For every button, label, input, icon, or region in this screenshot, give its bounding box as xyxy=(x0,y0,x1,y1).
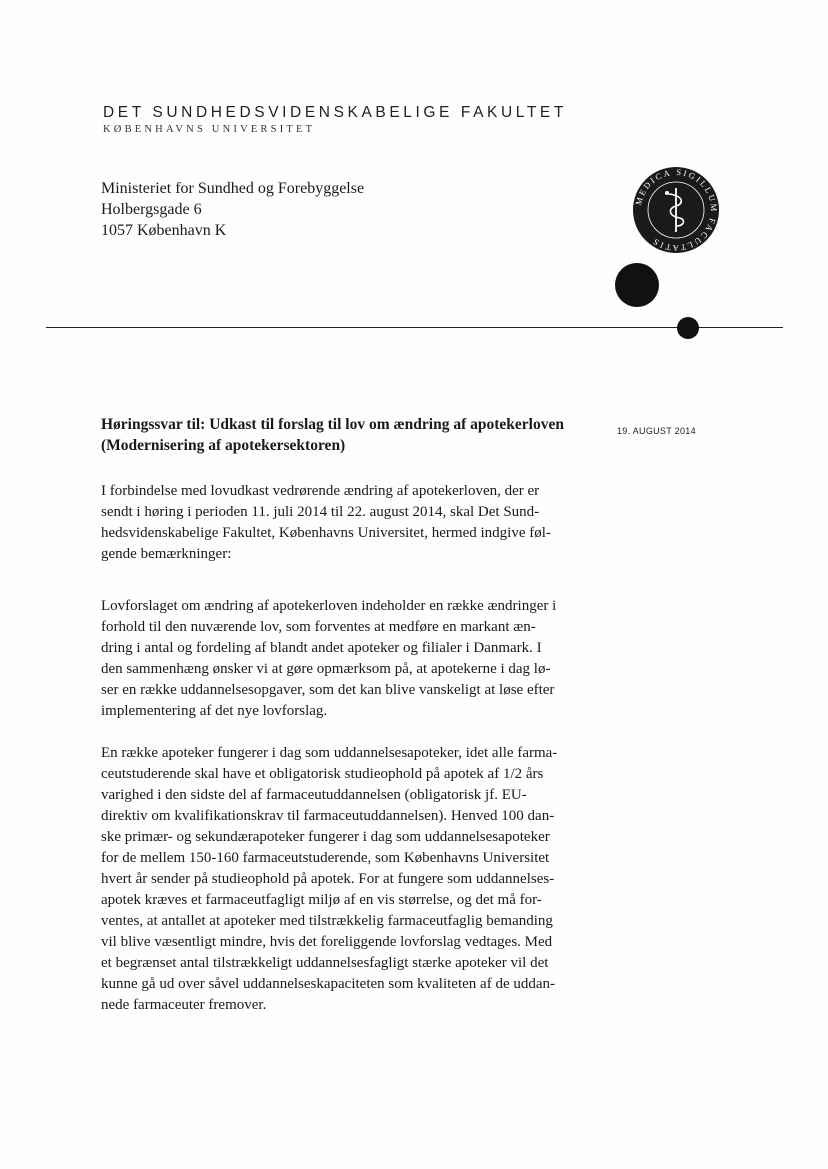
recipient-address xyxy=(101,178,364,241)
address-line: Holbergsgade 6 xyxy=(101,201,202,218)
letter-date: 19. AUGUST 2014 xyxy=(617,426,696,436)
paragraph-line: Lovforslaget om ændring af apotekerloven indeholder en række ændringer i xyxy=(101,598,557,614)
header-divider xyxy=(46,327,783,328)
subject-line: (Modernisering af apotekersektoren) xyxy=(101,437,346,454)
paragraph-line: ceutstuderende skal have et obligatorisk studieophold på apotek af 1/2 års xyxy=(101,766,544,782)
paragraph-line: I forbindelse med lovudkast vedrørende ændring af apotekerloven, der er xyxy=(101,483,540,499)
paragraph-line: nede farmaceuter fremover. xyxy=(101,997,267,1013)
paragraph-line: En række apoteker fungerer i dag som uddannelsesapoteker, idet alle farma- xyxy=(101,745,558,761)
paragraph-line: gende bemærkninger: xyxy=(101,546,232,562)
paragraph-line: forhold til den nuværende lov, som forventes at medføre en markant æn- xyxy=(101,619,536,635)
address-line: 1057 København K xyxy=(101,222,227,239)
paragraph-line: ske primær- og sekundærapoteker fungerer i dag som uddannelsesapoteker xyxy=(101,829,550,845)
paragraph-education-pharmacies xyxy=(101,743,586,1016)
faculty-name: DET SUNDHEDSVIDENSKABELIGE FAKULTET xyxy=(103,104,567,121)
paragraph-line: ventes, at antallet at apoteker med tilstrækkelig farmaceutfaglig bemanding xyxy=(101,913,553,929)
seal-text: MEDICA SIGILLUM FACULTATIS xyxy=(633,166,720,254)
paragraph-line: kunne gå ud over såvel uddannelseskapaciteten som kvaliteten af de uddan- xyxy=(101,976,556,992)
decorative-dot-small xyxy=(677,317,699,339)
paragraph-line: varighed i den sidste del af farmaceutuddannelsen (obligatorisk jf. EU- xyxy=(101,787,527,803)
paragraph-line: vil blive væsentligt mindre, hvis det foreliggende lovforslag vedtages. Med xyxy=(101,934,553,950)
decorative-dot-large xyxy=(615,263,659,307)
address-line: Ministeriet for Sundhed og Forebyggelse xyxy=(101,180,365,197)
paragraph-line: for de mellem 150-160 farmaceutstuderende, som Københavns Universitet xyxy=(101,850,550,866)
paragraph-intro xyxy=(101,481,586,565)
paragraph-line: et begrænset antal tilstrækkeligt uddannelsesfagligt stærke apoteker vil det xyxy=(101,955,549,971)
paragraph-line: sendt i høring i perioden 11. juli 2014 til 22. august 2014, skal Det Sund- xyxy=(101,504,540,520)
paragraph-line: hvert år sender på studieophold på apotek. For at fungere som uddannelses- xyxy=(101,871,555,887)
paragraph-line: apotek kræves et farmaceutfagligt miljø af en vis størrelse, og det må for- xyxy=(101,892,542,908)
paragraph-line: direktiv om kvalifikationskrav til farmaceutuddannelsen). Henved 100 dan- xyxy=(101,808,555,824)
paragraph-line: dring i antal og fordeling af blandt andet apoteker og filialer i Danmark. I xyxy=(101,640,542,656)
university-name: KØBENHAVNS UNIVERSITET xyxy=(103,124,316,135)
subject-line: Høringssvar til: Udkast til forslag til lov om ændring af apotekerloven xyxy=(101,416,564,433)
paragraph-line: ser en række uddannelsesopgaver, som det kan blive vanskeligt at løse efter xyxy=(101,682,555,698)
paragraph-law-changes xyxy=(101,596,586,722)
letter-subject xyxy=(101,414,601,456)
university-seal-icon xyxy=(632,166,720,254)
paragraph-line: implementering af det nye lovforslag. xyxy=(101,703,328,719)
paragraph-line: den sammenhæng ønsker vi at gøre opmærksom på, at apotekerne i dag lø- xyxy=(101,661,551,677)
paragraph-line: hedsvidenskabelige Fakultet, Københavns Universitet, hermed indgive føl- xyxy=(101,525,551,541)
